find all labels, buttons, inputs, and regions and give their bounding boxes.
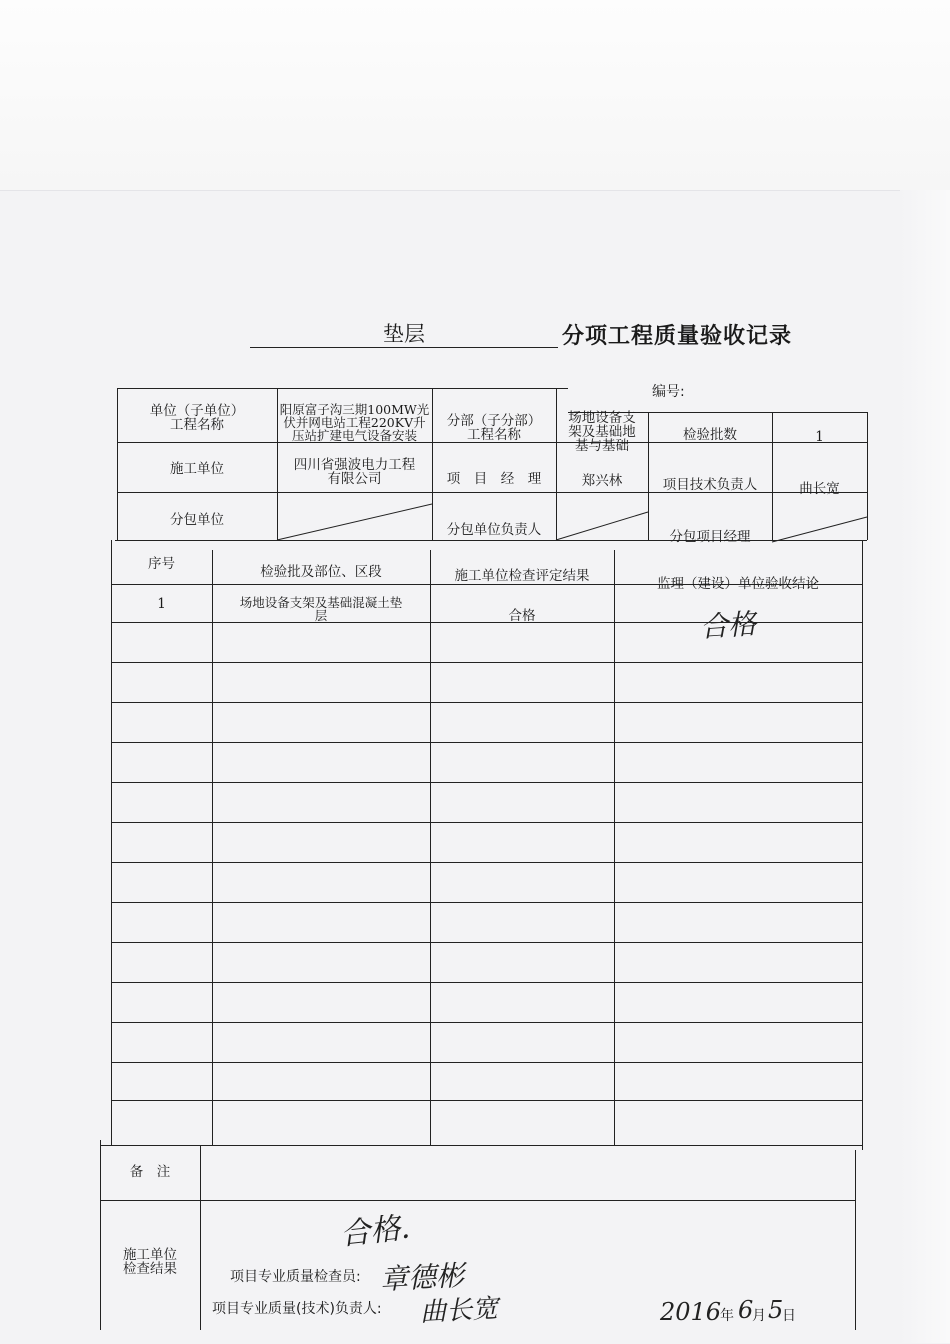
column-header-no: 序号 xyxy=(148,556,175,572)
title-prefix: 垫层 xyxy=(383,322,425,346)
date-year: 2016 xyxy=(660,1298,722,1326)
row-no: 1 xyxy=(157,596,166,612)
inspector-signature: 章德彬 xyxy=(379,1258,465,1297)
division-value: 场地设备支 架及基础地 基与基础 xyxy=(568,410,636,454)
grid-line xyxy=(111,942,862,943)
division-label: 分部（子分部） 工程名称 xyxy=(446,413,542,443)
unit-project-label: 单位（子单位） 工程名称 xyxy=(149,403,245,433)
date-day: 5 xyxy=(768,1296,784,1324)
grid-line xyxy=(111,742,862,743)
grid-line xyxy=(200,1145,201,1330)
inspection-handwritten-result: 合格. xyxy=(338,1210,412,1253)
grid-line xyxy=(111,902,862,903)
code-label: 编号: xyxy=(652,384,685,400)
title-underline xyxy=(250,347,558,348)
empty-cell-strike xyxy=(556,510,648,542)
tech-lead-sign-label: 项目专业质量(技术)负责人: xyxy=(212,1301,382,1317)
subcontract-unit-label: 分包单位 xyxy=(170,512,224,528)
grid-line xyxy=(100,1200,855,1201)
column-header-section: 检验批及部位、区段 xyxy=(260,564,382,580)
tech-lead-signature: 曲长宽 xyxy=(419,1293,499,1329)
date-day-suffix: 日 xyxy=(782,1308,796,1324)
grid-line xyxy=(867,412,868,540)
grid-line xyxy=(111,1022,862,1023)
subcontract-lead-label: 分包单位负责人 xyxy=(446,522,542,538)
grid-line xyxy=(111,1062,862,1063)
grid-line xyxy=(855,1150,856,1330)
row-section: 场地设备支架及基础混凝土垫 层 xyxy=(239,595,403,623)
grid-line xyxy=(614,550,615,1145)
batch-count-value: 1 xyxy=(815,429,824,445)
grid-line xyxy=(212,550,213,1145)
column-header-conclusion: 监理（建设）单位验收结论 xyxy=(657,576,819,592)
grid-line xyxy=(111,1100,862,1101)
row-result: 合格 xyxy=(508,608,536,624)
grid-line xyxy=(111,702,862,703)
unit-project-value: 阳原富子沟三期100MW光 伏并网电站工程220KV升 压站扩建电气设备安装 xyxy=(279,401,430,443)
grid-line xyxy=(430,550,431,1145)
grid-line xyxy=(111,782,862,783)
empty-cell-strike xyxy=(772,515,867,543)
tech-lead-value: 曲长宽 xyxy=(799,481,840,497)
date-month: 6 xyxy=(738,1296,754,1324)
grid-line xyxy=(117,388,568,389)
grid-line xyxy=(111,662,862,663)
date-month-suffix: 月 xyxy=(752,1308,766,1324)
column-header-result: 施工单位检查评定结果 xyxy=(454,568,590,584)
subcontract-pm-label: 分包项目经理 xyxy=(669,529,751,545)
construction-unit-value: 四川省强波电力工程 有限公司 xyxy=(293,457,416,487)
project-manager-label: 项 目 经 理 xyxy=(446,471,542,487)
project-manager-value: 郑兴林 xyxy=(581,473,623,489)
grid-line xyxy=(111,862,862,863)
batch-count-label: 检验批数 xyxy=(683,427,737,443)
construction-unit-label: 施工单位 xyxy=(170,461,224,477)
paper-edge xyxy=(900,190,950,1343)
date-year-suffix: 年 xyxy=(720,1308,734,1324)
grid-line xyxy=(111,822,862,823)
row-conclusion-handwritten: 合格 xyxy=(699,607,758,644)
grid-line xyxy=(111,982,862,983)
inspector-label: 项目专业质量检查员: xyxy=(230,1269,361,1285)
inspection-label: 施工单位 检查结果 xyxy=(123,1247,177,1277)
tech-lead-label: 项目技术负责人 xyxy=(662,477,758,493)
grid-line xyxy=(111,540,112,1145)
document-title: 分项工程质量验收记录 xyxy=(562,324,793,349)
empty-cell-strike xyxy=(277,500,432,542)
scan-background xyxy=(0,0,950,190)
remarks-label: 备 注 xyxy=(129,1164,171,1180)
grid-line xyxy=(100,1145,862,1146)
grid-line xyxy=(862,540,863,1150)
